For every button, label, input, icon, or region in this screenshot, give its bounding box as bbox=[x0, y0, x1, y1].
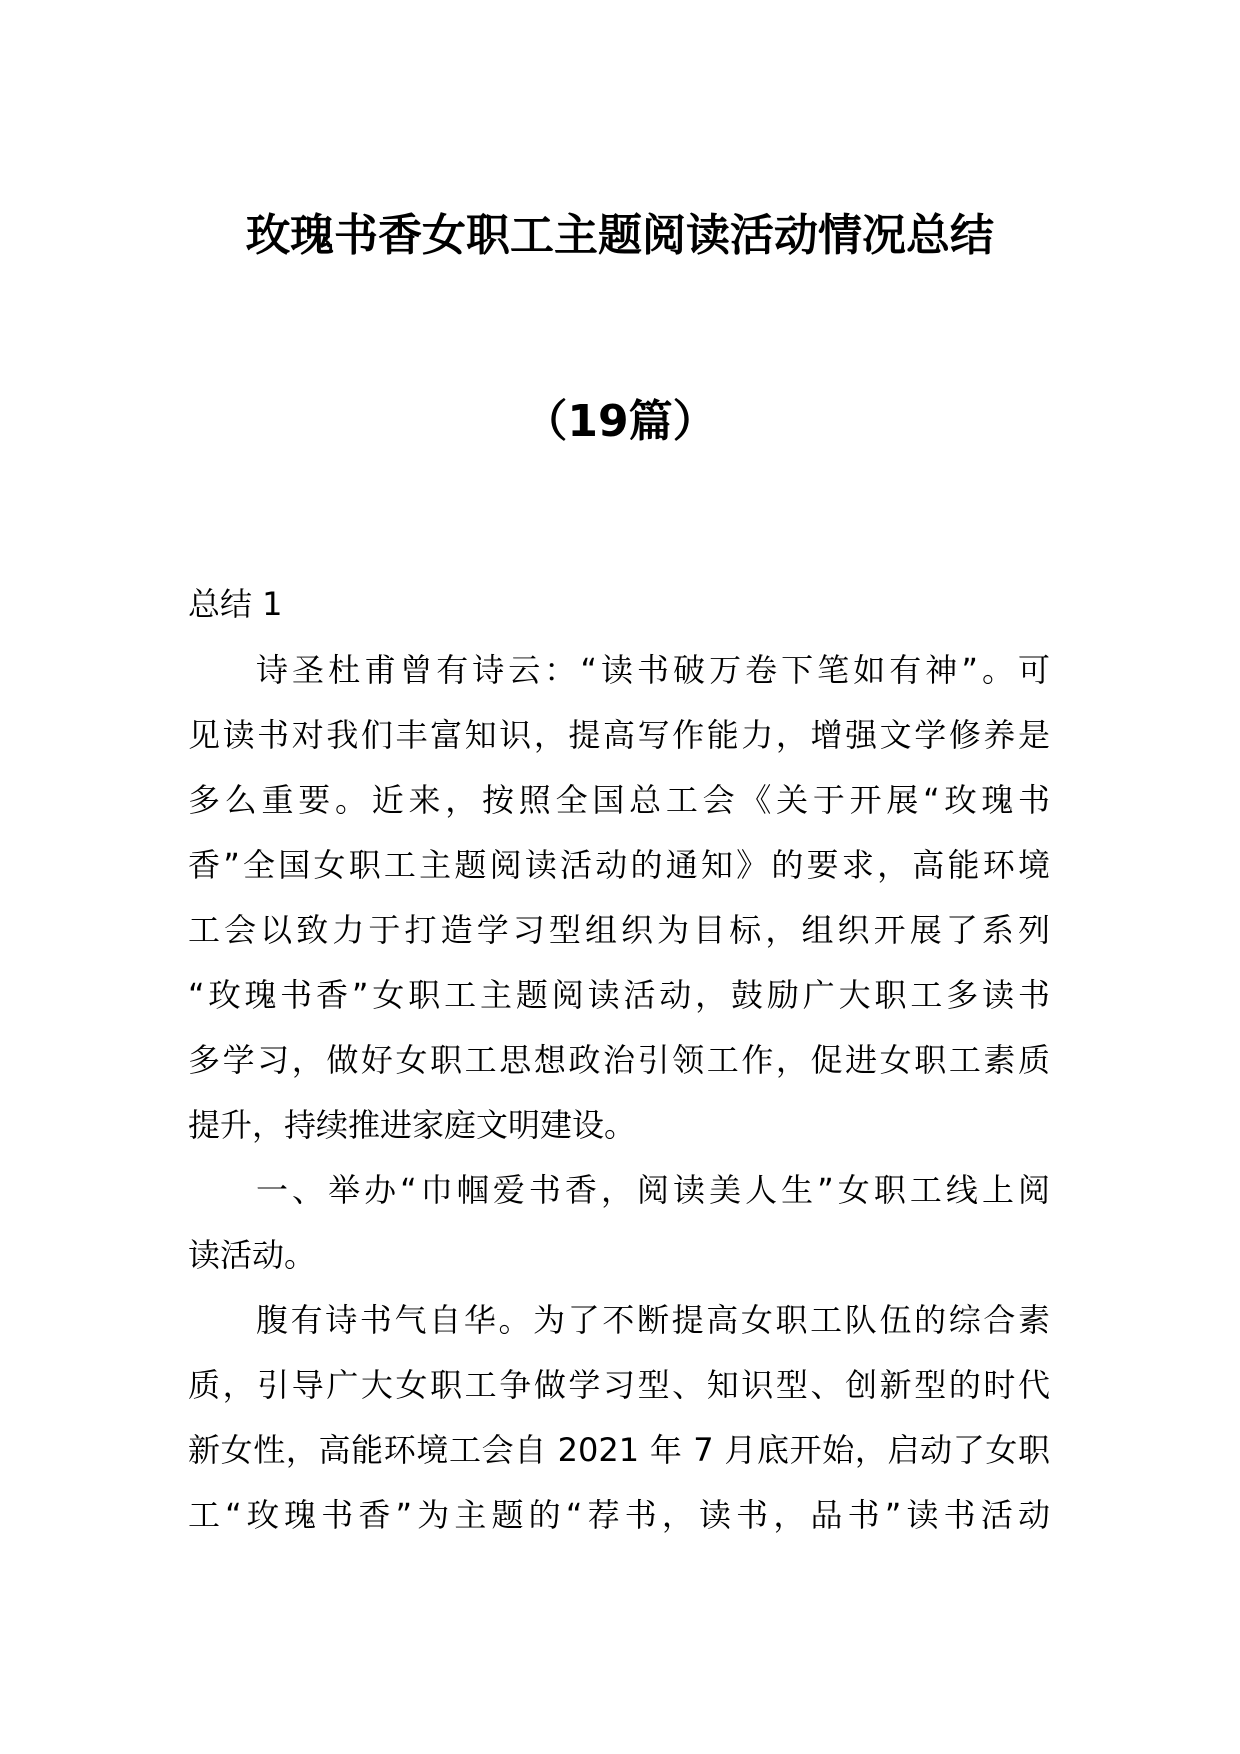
paragraph-line: 工会以致力于打造学习型组织为目标，组织开展了系列 bbox=[188, 911, 1050, 949]
paragraph-line: 多学习，做好女职工思想政治引领工作，促进女职工素质 bbox=[188, 1041, 1050, 1079]
paragraph-line: 多么重要。近来，按照全国总工会《关于开展“玫瑰书 bbox=[188, 781, 1050, 819]
paragraph-line: 质，引导广大女职工争做学习型、知识型、创新型的时代 bbox=[188, 1366, 1050, 1404]
paragraph-line: 提升，持续推进家庭文明建设。 bbox=[188, 1106, 637, 1144]
paragraph-line: “玫瑰书香”女职工主题阅读活动，鼓励广大职工多读书 bbox=[188, 976, 1050, 1014]
paragraph-line: 见读书对我们丰富知识，提高写作能力，增强文学修养是 bbox=[188, 716, 1050, 754]
paragraph-line: 读活动。 bbox=[188, 1236, 317, 1274]
paragraph-1 bbox=[188, 638, 1050, 1158]
section-label: 总结 1 bbox=[188, 585, 283, 623]
paragraph-line: 一、举办“巾帼爱书香，阅读美人生”女职工线上阅 bbox=[256, 1171, 1050, 1209]
paragraph-line: 腹有诗书气自华。为了不断提高女职工队伍的综合素 bbox=[256, 1301, 1050, 1339]
paragraph-3 bbox=[188, 1288, 1050, 1548]
paragraph-line: 工“玫瑰书香”为主题的“荐书，读书，品书”读书活动 bbox=[188, 1496, 1050, 1534]
paragraph-line: 香”全国女职工主题阅读活动的通知》的要求，高能环境 bbox=[188, 846, 1050, 884]
document-title: 玫瑰书香女职工主题阅读活动情况总结 bbox=[246, 210, 994, 261]
document-subtitle: （19篇） bbox=[523, 396, 717, 447]
paragraph-line: 诗圣杜甫曾有诗云：“读书破万卷下笔如有神”。可 bbox=[256, 651, 1050, 689]
paragraph-2 bbox=[188, 1158, 1050, 1288]
paragraph-line: 新女性，高能环境工会自 2021 年 7 月底开始，启动了女职 bbox=[188, 1431, 1050, 1469]
